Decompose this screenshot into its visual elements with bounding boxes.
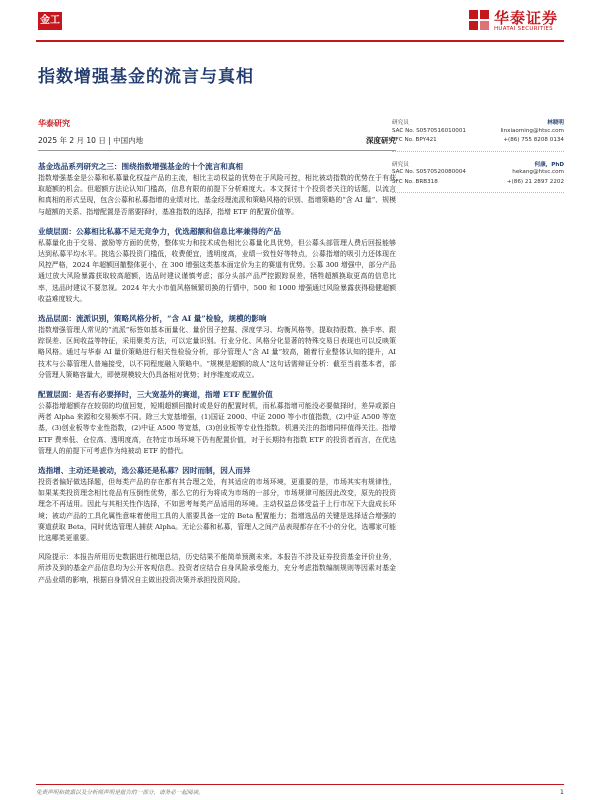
brand-mark-icon [468, 8, 490, 32]
brand-name-en: HUATAI SECURITIES [494, 26, 553, 32]
analyst-email: hekang@htsc.com [512, 169, 564, 175]
report-date: 2025 年 2 月 10 日 | 中国内地 [38, 136, 144, 145]
report-type: 深度研究 [366, 136, 396, 145]
analyst-sfc: SFC No. BRB318 [392, 178, 438, 185]
analyst-card [392, 118, 564, 152]
footer-disclaimer: 免责声明和披露以及分析师声明是报告的一部分，请务必一起阅读。 [36, 790, 204, 796]
analyst-email: linxiaoming@htsc.com [500, 127, 564, 134]
brand-name-cn: 华泰证券 [494, 9, 559, 27]
section-heading: 配置层面：是否有必要择时，三大宽基外的赛道，指增 ETF 配置价值 [38, 390, 273, 400]
analyst-phone: +(86) 21 2897 2202 [506, 178, 564, 185]
section-body: 公募指增超额存在较弱的均值回复，短期超额回撤时或是好的配置时机，而私募指增可能没必要做择时，差异或源自两者 Alpha 来源和交易频率不同。除三大宽基增强，(1)国证 2000、中证 2000 等小市值指数，(2)中证 A500 等宽基，(3)创业板等专业性指数，(2)中证 A500 等宽基，(3)创业板等专业性指数。机遇关注的指增同样值得关注。指增 ETF 费率低、仓位高、透明度高，在特定市场环境下仍有配置价值，对于长期持有指数 ETF 的投资者而言，在优选管理人的前提下可考虑作为纯被动 ETF 的替代。 [38, 402, 396, 455]
report-title: 指数增强基金的流言与真相 [38, 67, 254, 87]
section-body: 投资者偏好做选择题，但每类产品的存在都有其合理之处，有其适应的市场环境，更重要的是，市场其实有规律性，如果某类投资理念相比竞品有压倒性优势，那么它的行为将成为市场的一部分，市场规律可能因此改变，原先的投资理念不再适用。因此与其相关性作选择，不如思考每类产品适用的环境。主动权益总体受益于上行市况下大盘成长环境；被动产品的工具化属性意味着使用工具的人需要具备一定的 Beta 配置能力；指增选品的关键是选择适合增强的赛道获取 Beta，同时优选管理人捕获 Alpha。无论公募和私募，管理人之间产品表现都存在不小的分化，选哪家可能比选哪类更重要。 [38, 478, 396, 543]
section [38, 389, 396, 457]
analyst-phone: +(86) 755 8208 0134 [503, 137, 564, 143]
page-number: 1 [559, 788, 564, 796]
analyst-sidebar [392, 118, 564, 201]
section-body: 私募量化由于交易、激励等方面的优势，整体实力和技术成色相比公募量化具优势，但公募头部管理人费后回报能够达到私募平均水平。挑选公募投资门槛低，收费便宜，透明度高，业绩一致性好等特点，公募指增的吸引力还体现在风控严格，2024 年超额回撤整体更小，在 300 增强这类基本面定价为主的赛道有优势。公募 300 增强中，部分产品通过放大风险暴露获取较高超额，选品时建议谨慎考虑；部分头部产品严控跟踪误差，牺牲超额换取更高的信息比率，选品时建议不要忽视。2024 年大小市值风格频繁切换的行情中，500 和 1000 增强通过风险暴露获得稳健超额收益难度较大。 [38, 238, 396, 303]
risk-notice-body: 风险提示：本报告所用历史数据进行梳理总结，历史结果不能简单预测未来。本报告不涉及证券投资基金评价业务，所涉及到的基金产品信息均为公开客观信息。投资者应结合自身风险承受能力，充分考虑指数编制规则等因素对基金产品业绩的影响，根据自身情况自主做出投资决策并承担投资风险。 [38, 553, 396, 584]
section-heading: 基金选品系列研究之三：围绕指数增强基金的十个流言和真相 [38, 162, 244, 171]
date-line [38, 135, 396, 151]
analyst-card [392, 160, 564, 194]
section [38, 465, 396, 544]
analyst-role: 研究员 [392, 120, 409, 126]
report-header [0, 0, 600, 42]
industry-tag: 金工 [38, 12, 62, 30]
risk-notice [38, 552, 396, 586]
header-divider [36, 40, 564, 42]
section-body: 指数增强管理人常见的“流派”标签如基本面量化、量价因子挖掘、深度学习、均衡风格等，提取持股数、换手率、跟踪误差、区间收益等特征，采用聚类方法，可以定量识别。行业分化、风格分化显著的特殊交易日表现也可以反映策略风格。通过与华泰 AI 量价策略进行相关性检验分析，部分管理人“含 AI 量”较高，随着行业整体认知的提升，AI 技术与公募管理人普遍接受，以不同程度融入策略中。“规模是超额的敌人”这句话需辩证分析：截至当前基本者，部分管理人策略容量大，即使规模较大仍具备相对优势；时序维度或成立。 [38, 326, 396, 379]
section [38, 226, 396, 305]
brand-logo [468, 6, 578, 36]
page-footer [36, 784, 564, 796]
main-column [38, 118, 396, 594]
analyst-sfc: SFC No. BPY421 [392, 137, 437, 143]
analyst-sac: SAC No. S0570516010001 [392, 127, 466, 134]
analyst-sac: SAC No. S0570520080004 [392, 169, 466, 175]
section-heading: 业绩层面：公募相比私募不足无竞争力，优选超额和信息比率兼得的产品 [38, 226, 281, 236]
analyst-name: 林晓明 [547, 120, 564, 126]
author-line: 华泰研究 [38, 118, 70, 128]
analyst-role: 研究员 [392, 161, 409, 168]
section-heading: 选品层面：流派识别，策略风格分析，“含 AI 量”检验，规模的影响 [38, 314, 267, 324]
section [38, 161, 396, 218]
section-heading: 选指增、主动还是被动，选公募还是私募？因时而制，因人而异 [38, 466, 251, 476]
analyst-name: 何康，PhD [534, 161, 564, 168]
section-body: 指数增强基金是公募和私募量化权益产品的主流，相比主动权益的优势在于风险可控，相比被动指数的优势在于有获取超额的机会。但超额方法论认知门槛高，信息有限的前提下分析难度大。本文探讨十个投资者关注的话题，以流言和真相的形式呈现，包含公募和私募指增的业绩对比、基金经理流派和策略风格的识别、指增策略的“含 AI 量”、规模与超额的关系、指增配置是否需要择时，基准指数的选择，指增 ETF 的配置价值等。 [38, 174, 396, 216]
section [38, 313, 396, 381]
